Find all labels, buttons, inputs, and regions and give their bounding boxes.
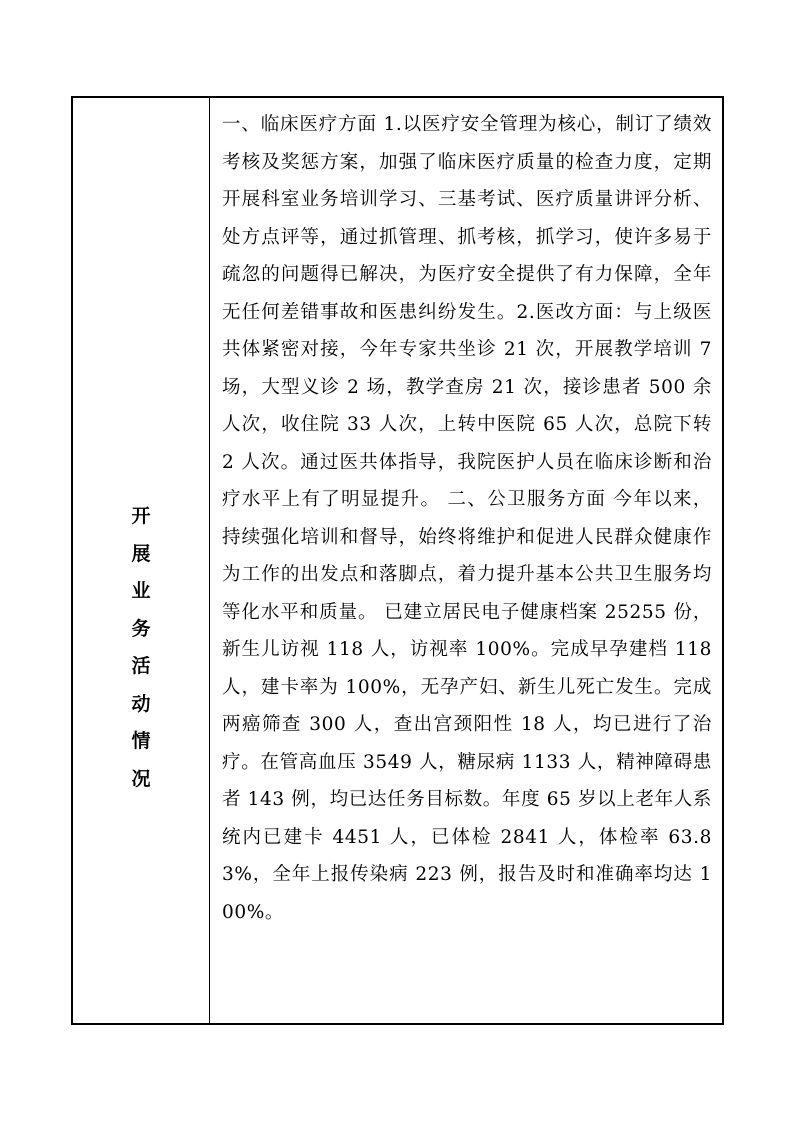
activity-description: 一、临床医疗方面 1.以医疗安全管理为核心，制订了绩效考核及奖惩方案，加强了临床医疗质量的检查力度，定期开展科室业务培训学习、三基考试、医疗质量讲评分析、处方点评等，通过抓管理、抓考核，抓学习，使许多易于疏忽的问题得已解决，为医疗安全提供了有力保障，全年无任何差错事故和医患纠纷发生。2.医改方面：与上级医共体紧密对接，今年专家共坐诊 21 次，开展教学培训 7 场，大型义诊 2 场，教学查房 21 次，接诊患者 500 余人次，收住院 33 人次，上转中医院 65 人次，总院下转 2 人次。通过医共体指导，我院医护人员在临床诊断和治疗水平上有了明显提升。 二、公卫服务方面 今年以来，持续强化培训和督导，始终将维护和促进人民群众健康作为工作的出发点和落脚点，着力提升基本公共卫生服务均等化水平和质量。 已建立居民电子健康档案 25255 份，新生儿访视 118 人，访视率 100%。完成早孕建档 118 人，建卡率为 100%，无孕产妇、新生儿死亡发生。完成两癌筛查 300 人，查出宫颈阳性 18 人，均已进行了治疗。在管高血压 3549 人，糖尿病 1133 人，精神障碍患者 143 例，均已达任务目标数。年度 65 岁以上老年人系统内已建卡 4451 人，已体检 2841 人，体检率 63.83%，全年上报传染病 223 例，报告及时和准确率均达 100%。 [222,114,712,923]
row-label-char: 活 [131,655,151,677]
row-label-char: 况 [131,767,151,790]
row-label-char: 动 [131,692,151,715]
activity-table [71,96,724,1025]
row-label-char: 展 [131,542,151,565]
content-cell [210,98,722,1023]
row-label-char: 开 [131,505,151,527]
row-label [73,498,209,798]
row-label-char: 务 [131,617,151,640]
row-label-char: 情 [131,730,151,752]
row-label-cell [73,98,210,1023]
row-label-char: 业 [131,580,151,602]
